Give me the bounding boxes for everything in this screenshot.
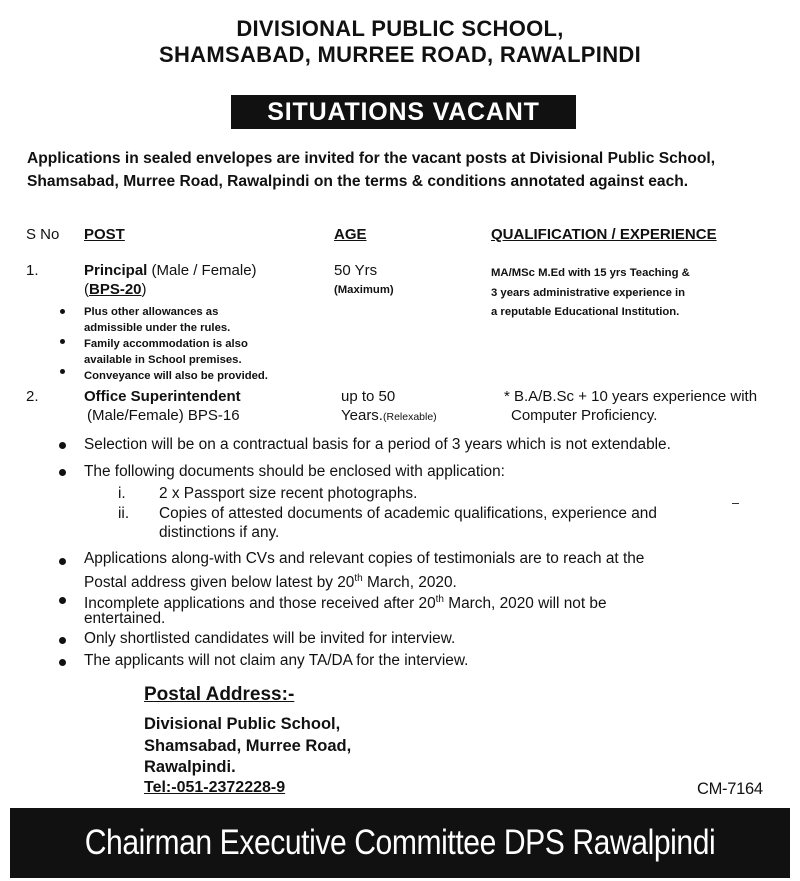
- row1-scale: (BPS-20): [84, 281, 147, 298]
- benefit-line: Plus other allowances as: [84, 306, 219, 318]
- intro-line-1: Applications in sealed envelopes are invited for the vacant posts at Divisional Public School,: [27, 150, 716, 167]
- c3-text-a: Postal address given below latest by 20: [84, 574, 355, 591]
- postal-line-2: Shamsabad, Murree Road,: [144, 737, 352, 755]
- school-address: SHAMSABAD, MURREE ROAD, RAWALPINDI: [159, 42, 641, 67]
- postal-line-1: Divisional Public School,: [144, 715, 341, 733]
- doc-item-2: Copies of attested documents of academic qualifications, experience and: [159, 505, 657, 522]
- row2-age-unit: [341, 407, 437, 424]
- qual-line: MA/MSc M.Ed with 15 yrs Teaching &: [491, 267, 690, 279]
- condition-shortlisted: Only shortlisted candidates will be invited for interview.: [84, 630, 456, 647]
- col-header-post: POST: [84, 226, 125, 243]
- col-header-qualification: QUALIFICATION / EXPERIENCE: [491, 226, 717, 243]
- row1-post-title: Principal: [84, 262, 148, 279]
- condition-applications-2: [84, 569, 457, 592]
- row1-post: [84, 262, 257, 279]
- row1-benefits: [84, 304, 268, 384]
- row2-post-scale: (Male/Female) BPS-16: [87, 407, 240, 424]
- stray-mark: [732, 503, 739, 504]
- condition-documents: The following documents should be enclosed with application:: [84, 463, 505, 480]
- bullet-dot: [59, 442, 66, 449]
- doc-num-1: i.: [118, 485, 126, 502]
- postal-phone: Tel:-051-2372228-9: [144, 779, 286, 796]
- bullet-dot: [60, 339, 65, 344]
- benefit-line: admissible under the rules.: [84, 322, 231, 334]
- row1-sno: 1.: [26, 262, 39, 279]
- bullet-dot: [60, 309, 65, 314]
- row2-age: up to 50: [341, 388, 396, 405]
- qual-line: a reputable Educational Institution.: [491, 306, 680, 318]
- doc-item-1: 2 x Passport size recent photographs.: [159, 485, 418, 502]
- row2-qualification-2: Computer Proficiency.: [511, 407, 658, 424]
- bullet-dot: [59, 659, 66, 666]
- row2-age-years: Years.: [341, 407, 383, 424]
- c4-text-a: Incomplete applications and those received after 20: [84, 595, 436, 612]
- row1-qualification: [491, 264, 690, 323]
- bullet-dot: [59, 558, 66, 565]
- row1-scale-value: BPS-20: [89, 281, 142, 298]
- condition-applications: Applications along-with CVs and relevant copies of testimonials are to reach at the: [84, 550, 645, 567]
- row1-age: 50 Yrs: [334, 262, 378, 279]
- c4-superscript: th: [435, 594, 444, 605]
- row2-age-note: (Relexable): [382, 411, 437, 423]
- row1-age-note: (Maximum): [334, 284, 394, 296]
- banner-title: SITUATIONS VACANT: [267, 98, 540, 126]
- condition-incomplete-2: entertained.: [84, 610, 166, 627]
- condition-selection: Selection will be on a contractual basis for a period of 3 years which is not extendable.: [84, 436, 671, 453]
- bullet-dot: [59, 637, 66, 644]
- intro-paragraph: [27, 147, 787, 193]
- row2-sno: 2.: [26, 388, 39, 405]
- situations-vacant-banner: [231, 95, 576, 129]
- footer-banner: [10, 808, 790, 878]
- doc-num-2: ii.: [118, 505, 130, 522]
- col-header-age: AGE: [334, 226, 367, 243]
- intro-line-2: Shamsabad, Murree Road, Rawalpindi on the terms & conditions annotated against each.: [27, 173, 689, 190]
- bullet-dot: [60, 369, 65, 374]
- qual-line: 3 years administrative experience in: [491, 286, 686, 299]
- col-header-sno: S No: [26, 226, 60, 243]
- row2-qualification: * B.A/B.Sc + 10 years experience with: [504, 388, 758, 405]
- benefit-line: available in School premises.: [84, 354, 242, 366]
- c3-text-b: March, 2020.: [362, 574, 457, 591]
- row1-post-gender: (Male / Female): [147, 262, 257, 279]
- condition-ta-da: The applicants will not claim any TA/DA for the interview.: [84, 652, 469, 669]
- c3-superscript: th: [354, 573, 363, 584]
- footer-text: Chairman Executive Committee DPS Rawalpindi: [84, 823, 716, 862]
- bullet-dot: [59, 597, 66, 604]
- benefit-line: Conveyance will also be provided.: [84, 370, 268, 382]
- postal-heading: Postal Address:-: [144, 684, 295, 705]
- bullet-dot: [59, 469, 66, 476]
- ad-code: CM-7164: [697, 780, 763, 798]
- school-name: DIVISIONAL PUBLIC SCHOOL,: [236, 16, 564, 41]
- c4-text-b: March, 2020 will not be: [443, 595, 607, 612]
- row2-post-title: Office Superintendent: [84, 388, 241, 405]
- doc-item-2-cont: distinctions if any.: [159, 524, 280, 541]
- postal-line-3: Rawalpindi.: [144, 758, 236, 776]
- benefit-line: Family accommodation is also: [84, 338, 248, 350]
